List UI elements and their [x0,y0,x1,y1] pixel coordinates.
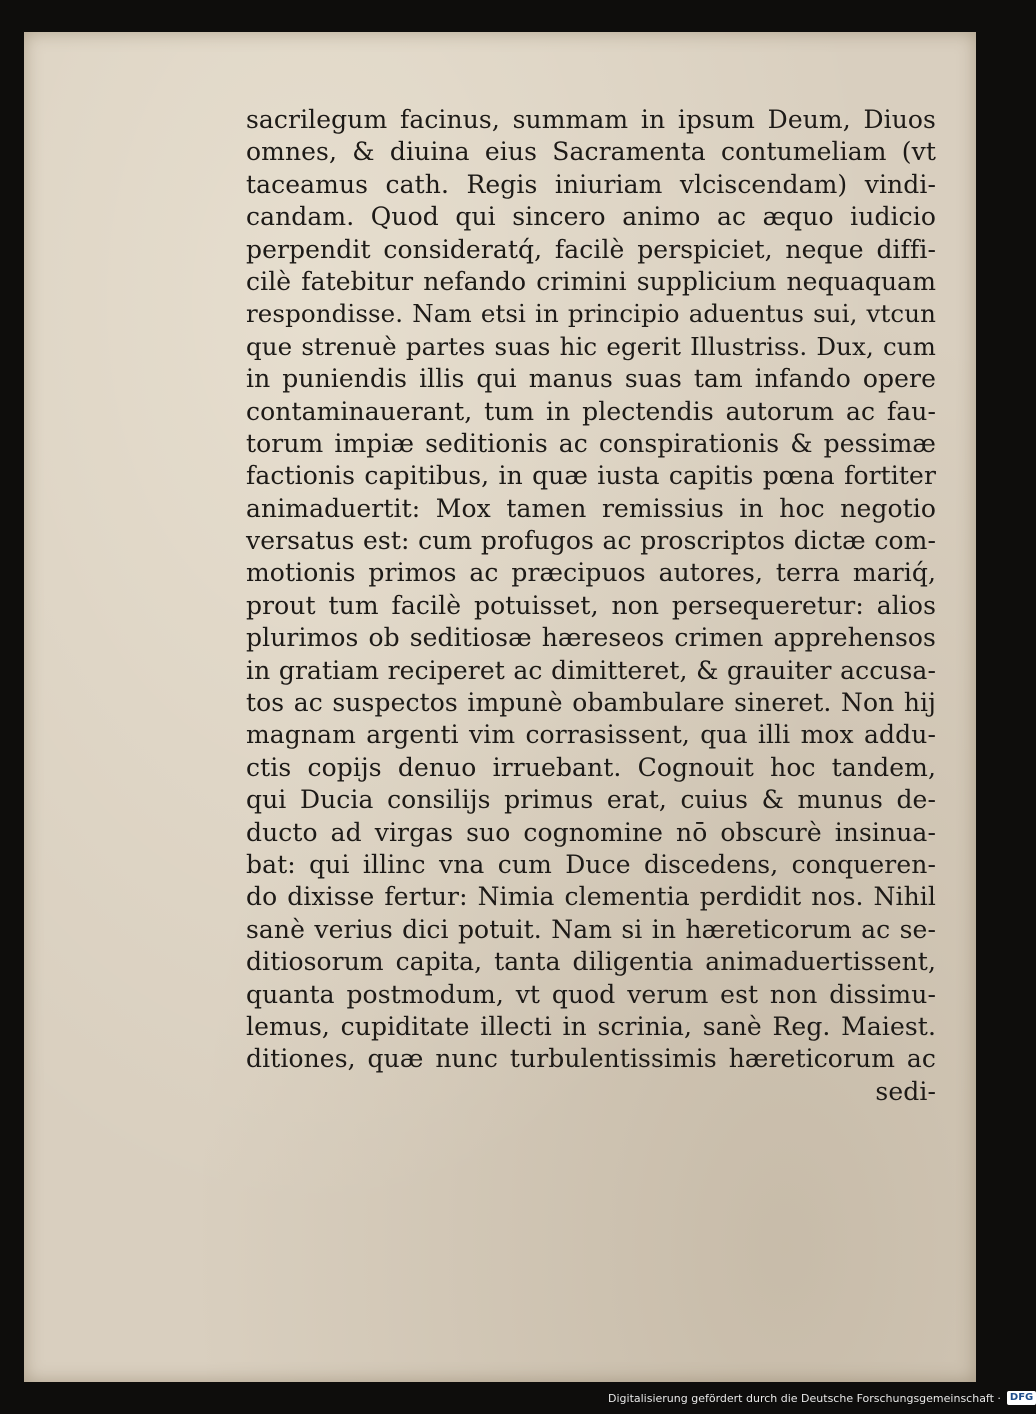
text-line: bat: qui illinc vna cum Duce discedens, conqueren- [246,849,936,879]
book-page [24,32,976,1382]
text-line: versatus est: cum profugos ac proscriptos dictæ com- [246,526,936,556]
text-line: ditiosorum capita, tanta diligentia animaduertissent, [246,947,936,977]
text-line: prout tum facilè potuisset, non persequeretur: alios [246,590,936,620]
text-line: in gratiam reciperet ac dimitteret, & grauiter accusa- [246,655,936,685]
text-line: sacrilegum facinus, summam in ipsum Deum, Diuos [246,105,936,134]
text-line: candam. Quod qui sincero animo ac æquo iudicio [246,202,936,232]
page-text-block [246,104,936,1108]
text-line: quanta postmodum, vt quod verum est non dissimu- [246,979,936,1009]
text-line: perpendit consideratq́, facilè perspiciet, neque diffi- [246,234,936,264]
text-line: lemus, cupiditate illecti in scrinia, sanè Reg. Maiest. [246,1011,936,1041]
text-line: respondisse. Nam etsi in principio aduentus sui, vtcun [246,299,936,329]
text-line: que strenuè partes suas hic egerit Illustriss. Dux, cum [246,331,936,361]
text-line: animaduertit: Mox tamen remissius in hoc negotio [246,493,936,523]
catchword: sedi- [875,1076,936,1106]
text-line: ditiones, quæ nunc turbulentissimis hæreticorum ac [246,1044,936,1074]
text-line: plurimos ob seditiosæ hæreseos crimen apprehensos [246,623,936,653]
text-line: magnam argenti vim corrasissent, qua illi mox addu- [246,720,936,750]
text-line: ducto ad virgas suo cognomine nō obscurè insinua- [246,817,936,847]
text-line: qui Ducia consilijs primus erat, cuius & munus de- [246,785,936,815]
text-line: contaminauerant, tum in plectendis autorum ac fau- [246,396,936,426]
text-line: factionis capitibus, in quæ iusta capitis pœna fortiter [246,461,936,491]
text-line: tos ac suspectos impunè obambulare sineret. Non hij [246,688,936,718]
text-line: do dixisse fertur: Nimia clementia perdidit nos. Nihil [246,882,936,912]
dfg-logo: DFG [1007,1391,1036,1405]
text-line: taceamus cath. Regis iniuriam vlciscendam) vindi- [246,169,936,199]
text-line: ctis copijs denuo irruebant. Cognouit hoc tandem, [246,752,936,782]
text-line: in puniendis illis qui manus suas tam infando opere [246,364,936,394]
funding-credit: Digitalisierung gefördert durch die Deutsche Forschungsgemeinschaft · [608,1391,1001,1405]
text-line: motionis primos ac præcipuos autores, terra mariq́, [246,558,936,588]
text-line: cilè fatebitur nefando crimini supplicium nequaquam [246,266,936,296]
text-line: omnes, & diuina eius Sacramenta contumeliam (vt [246,137,936,167]
text-line: torum impiæ seditionis ac conspirationis & pessimæ [246,428,936,458]
digitization-footer [608,1389,1036,1407]
text-line: sanè verius dici potuit. Nam si in hæreticorum ac se- [246,914,936,944]
